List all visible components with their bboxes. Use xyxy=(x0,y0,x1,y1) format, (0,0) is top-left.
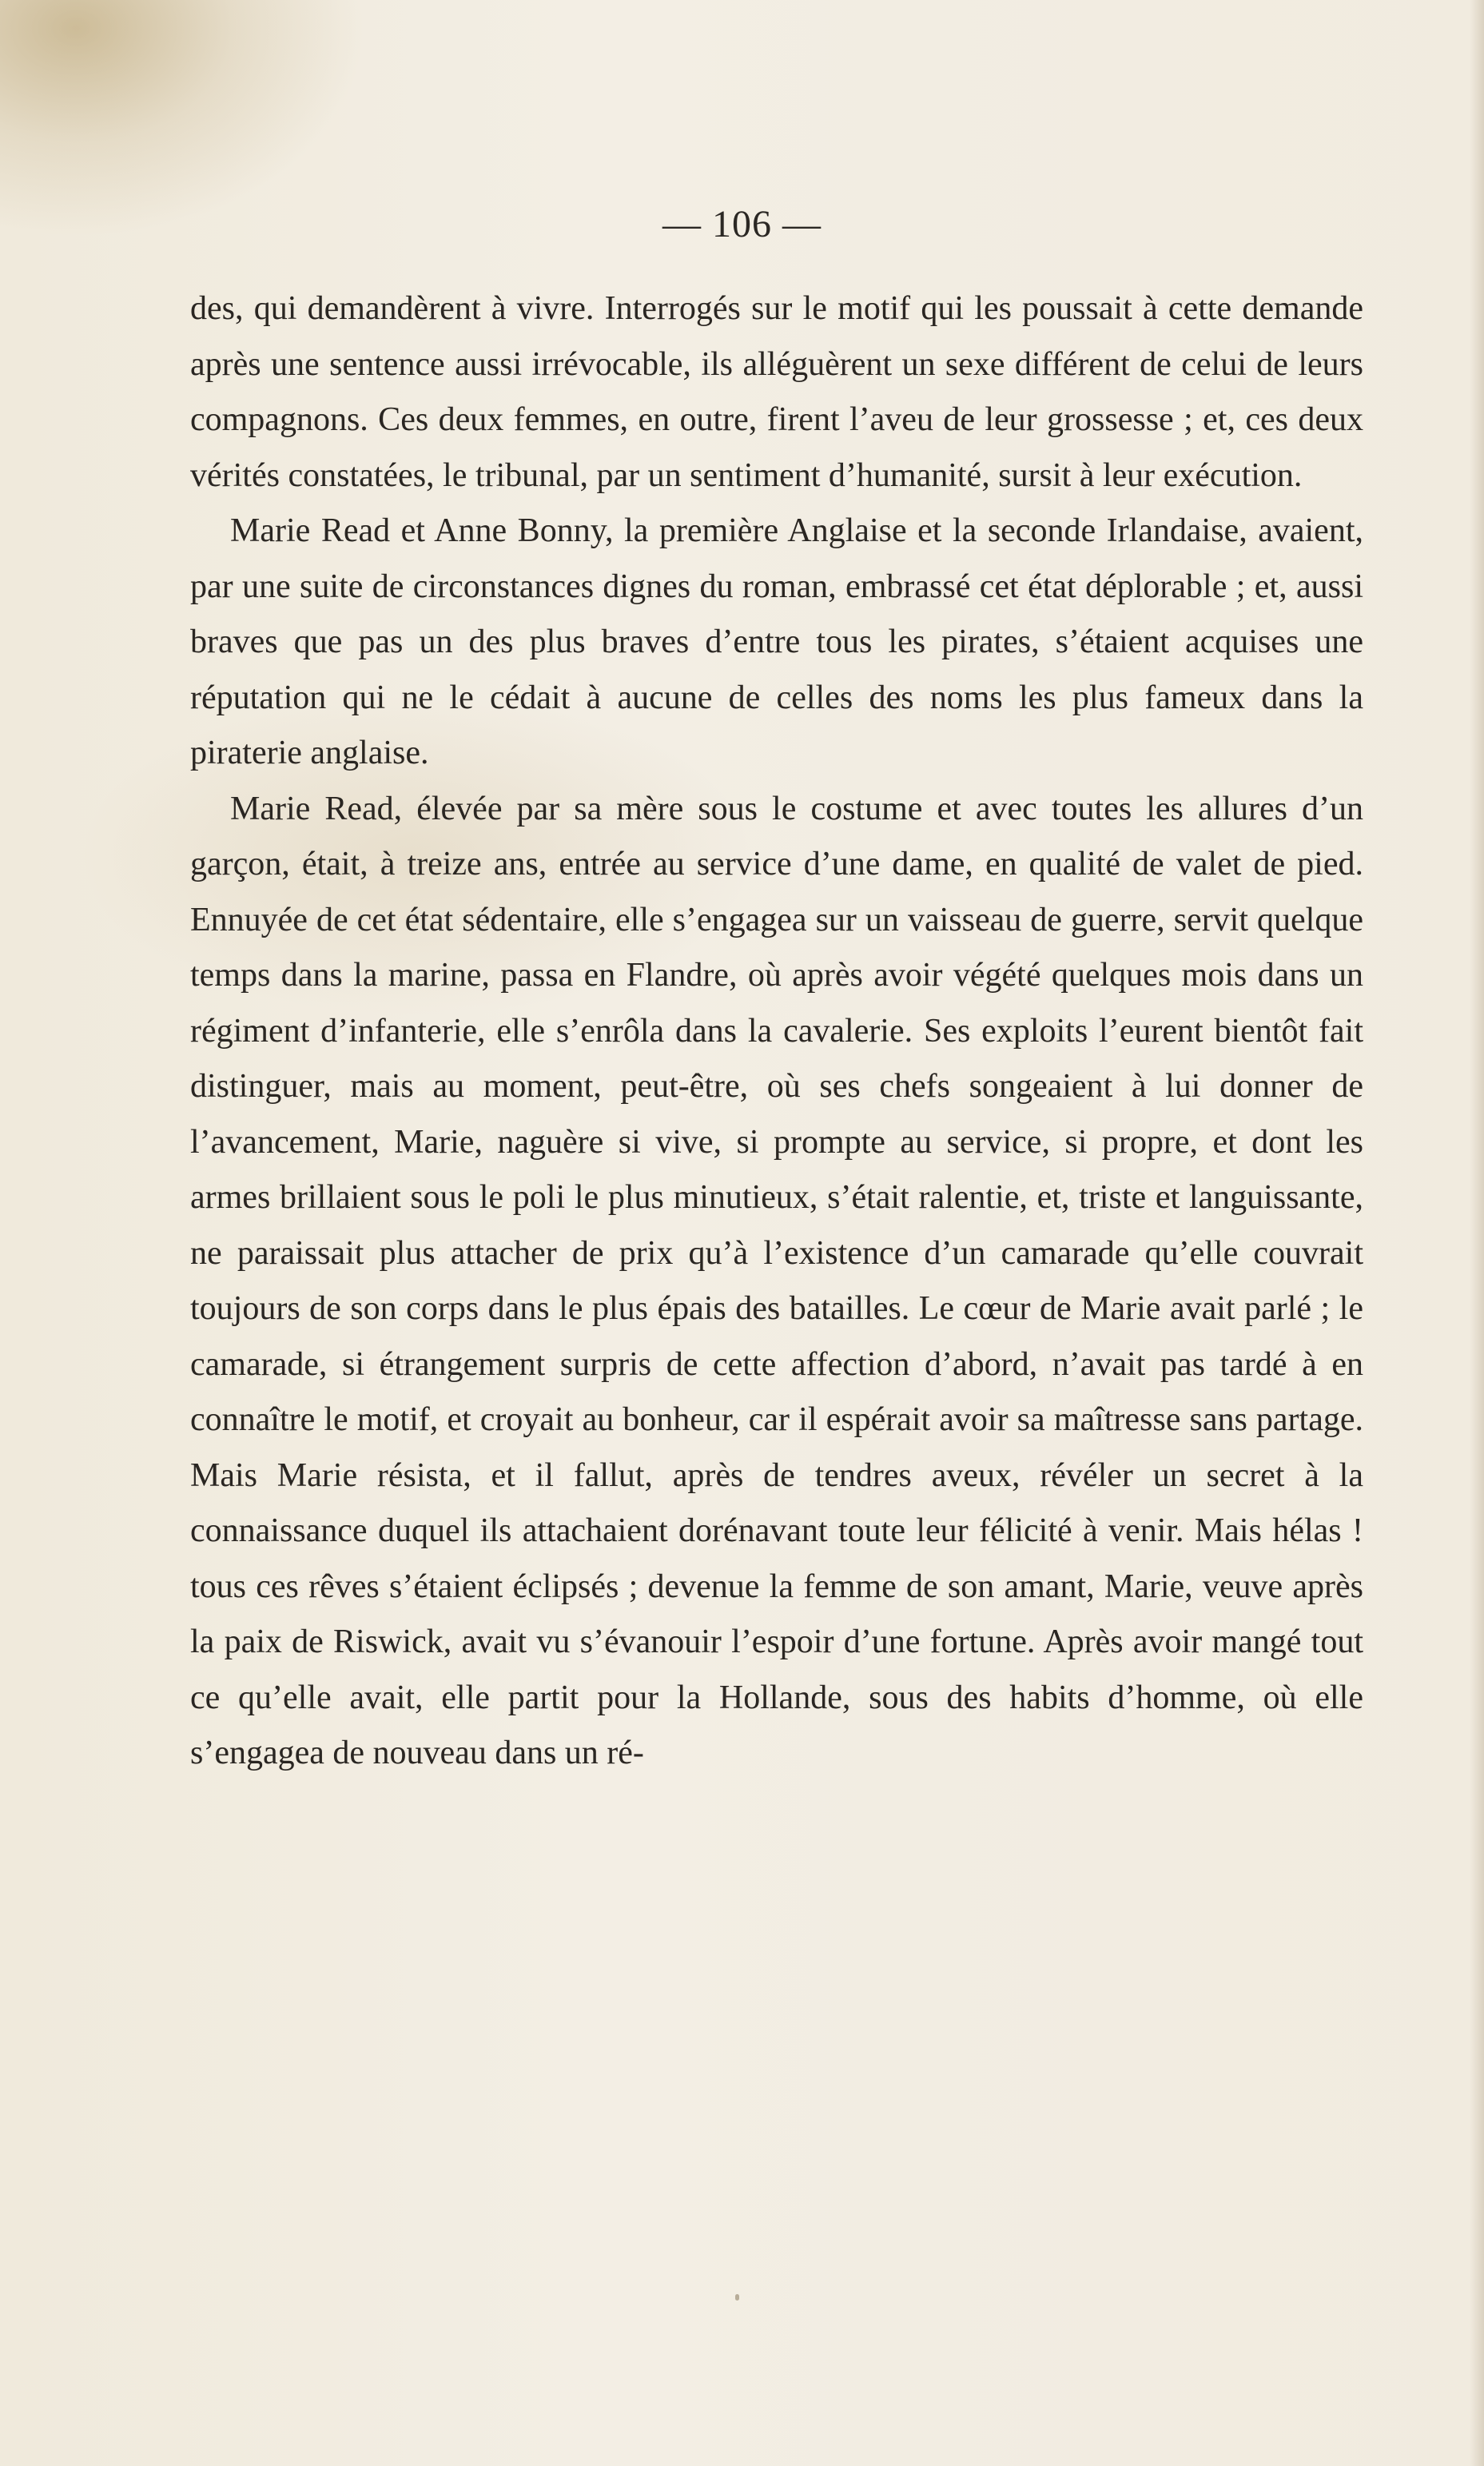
body-text xyxy=(190,281,1363,1782)
paper-speck xyxy=(735,2294,739,2301)
paragraph-marie-read: Marie Read, élevée par sa mère sous le costume et avec toutes les allures d’un garçon, était, à treize ans, entrée au service d’une dame, en qualité de valet de pied. Ennuyée de cet état sédentaire, elle s’engagea sur un vaisseau de guerre, servit quelque temps dans la marine, passa en Flandre, où après avoir végété quelques mois dans un régiment d’infanterie, elle s’enrôla dans la cavalerie. Ses exploits l’eurent bientôt fait distinguer, mais au moment, peut-être, où ses chefs songeaient à lui donner de l’avancement, Marie, naguère si vive, si prompte au service, si propre, et dont les armes brillaient sous le poli le plus minutieux, s’était ralentie, et, triste et languissante, ne paraissait plus attacher de prix qu’à l’existence d’un camarade qu’elle couvrait toujours de son corps dans le plus épais des batailles. Le cœur de Marie avait parlé ; le camarade, si étrangement surpris de cette affection d’abord, n’avait pas tardé à en connaître le motif, et croyait au bonheur, car il espérait avoir sa maîtresse sans partage. Mais Marie résista, et il fallut, après de tendres aveux, révéler un secret à la connaissance duquel ils attachaient dorénavant toute leur félicité à venir. Mais hélas ! tous ces rêves s’étaient éclipsés ; devenue la femme de son amant, Marie, veuve après la paix de Riswick, avait vu s’évanouir l’espoir d’une fortune. Après avoir mangé tout ce qu’elle avait, elle partit pour la Hollande, sous des habits d’homme, où elle s’engagea de nouveau dans un ré- xyxy=(190,790,1363,1771)
page-edge-shadow xyxy=(1470,0,1484,2466)
page-number: — 106 — xyxy=(662,203,822,245)
paragraph-read-bonny: Marie Read et Anne Bonny, la première Anglaise et la seconde Irlandaise, avaient, par une suite de circonstances dignes du roman, embrassé cet état déplorable ; et, aussi braves que pas un des plus braves d’entre tous les pirates, s’étaient acquises une réputation qui ne le cédait à aucune de celles des noms les plus fameux dans la piraterie anglaise. xyxy=(190,512,1363,771)
paragraph-continued: des, qui demandèrent à vivre. Interrogés sur le motif qui les poussait à cette demande après une sentence aussi irrévocable, ils alléguèrent un sexe différent de celui de leurs compagnons. Ces deux femmes, en outre, firent l’aveu de leur grossesse ; et, ces deux vérités constatées, le tribunal, par un sentiment d’humanité, sursit à leur exécution. xyxy=(190,290,1363,494)
